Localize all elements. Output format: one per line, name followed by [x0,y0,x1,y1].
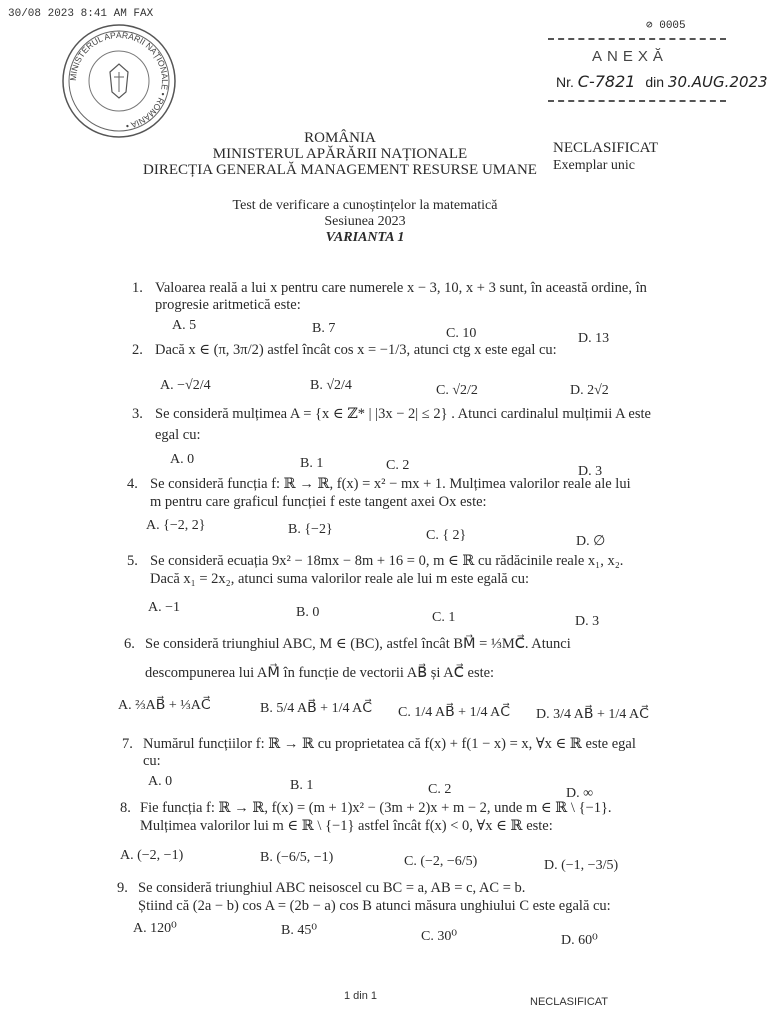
question-7-text: Numărul funcțiilor f: ℝ → ℝ cu proprietatea că f(x) + f(1 − x) = x, ∀x ∈ ℝ este egal [143,736,636,752]
q3-option-d: D. 3 [578,464,603,479]
annex-nr-label: Nr. [556,74,574,90]
q4-option-b: B. {−2} [288,522,333,537]
question-8-number: 8. [120,800,131,816]
question-3-text-cont: egal cu: [155,427,201,443]
question-1-text: Valoarea reală a lui x pentru care numerele x − 3, 10, x + 3 sunt, în această ordine, în [155,280,647,296]
classification-label: NECLASIFICAT [553,140,659,156]
q8-option-b: B. (−6/5, −1) [260,850,334,865]
institution-header [140,130,540,178]
question-3-number: 3. [132,406,143,422]
annex-date: 30.AUG.2023 [667,73,768,91]
header-ministry: MINISTERUL APĂRĂRII NAȚIONALE [212,146,468,162]
q9-option-b: B. 45⁰ [281,923,317,938]
q1-option-a: A. 5 [172,318,197,333]
question-9-number: 9. [117,880,128,896]
q8-option-d: D. (−1, −3/5) [544,858,619,873]
stamp-seal-icon [60,22,178,140]
q4-option-a: A. {−2, 2} [146,518,206,533]
question-6-text: Se consideră triunghiul ABC, M ∈ (BC), astfel încât BM⃗ = ⅓MC⃗. Atunci [145,636,571,652]
q2-option-d: D. 2√2 [570,383,609,398]
question-9-text-cont: Știind că (2a − b) cos A = (2b − a) cos B atunci măsura unghiului C este egală cu: [138,898,611,914]
question-2-text: Dacă x ∈ (π, 3π/2) astfel încât cos x = −1/3, atunci ctg x este egal cu: [155,342,557,358]
question-1-text-cont: progresie aritmetică este: [155,297,301,313]
question-3-text: Se consideră mulțimea A = {x ∈ ℤ* | |3x − 2| ≤ 2} . Atunci cardinalul mulțimii A este [155,406,651,422]
question-7-text-cont: cu: [143,753,161,769]
q9-option-a: A. 120⁰ [133,921,177,936]
q7-option-d: D. ∞ [566,786,594,801]
q7-option-a: A. 0 [148,774,173,789]
q7-option-c: C. 2 [428,782,452,797]
annex-din-label: din [645,74,665,90]
q6-option-a: A. ⅔AB⃗ + ⅓AC⃗ [118,698,211,713]
q2-option-a: A. −√2/4 [160,378,211,393]
question-4-number: 4. [127,476,138,492]
question-5-text-cont: Dacă x₁ = 2x₂, atunci suma valorilor reale ale lui m este egală cu: [150,571,530,587]
copy-label: Exemplar unic [553,158,636,173]
q1-option-c: C. 10 [446,326,477,341]
test-variant: VARIANTA 1 [325,230,405,245]
q7-option-b: B. 1 [290,778,314,793]
question-4-text: Se consideră funcția f: ℝ → ℝ, f(x) = x² − mx + 1. Mulțimea valorilor reale ale lui [150,476,631,492]
question-5-text: Se consideră ecuația 9x² − 18mx − 8m + 16 = 0, m ∈ ℝ cu rădăcinile reale x₁, x₂. [150,553,624,569]
q9-option-d: D. 60⁰ [561,933,598,948]
annex-number-line [556,72,768,91]
fax-header: 30/08 2023 8:41 AM FAX [8,8,154,20]
question-2-number: 2. [132,342,143,358]
q8-option-a: A. (−2, −1) [120,848,184,863]
round-stamp [60,22,178,145]
question-8-text: Fie funcția f: ℝ → ℝ, f(x) = (m + 1)x² − (3m + 2)x + m − 2, unde m ∈ ℝ \ {−1}. [140,800,612,816]
q4-option-c: C. { 2} [426,528,467,543]
q2-option-b: B. √2/4 [310,378,352,393]
q1-option-d: D. 13 [578,331,610,346]
test-title-block [200,198,530,246]
q2-option-c: C. √2/2 [436,383,478,398]
annex-title: ANEXĂ [592,48,668,65]
question-6-number: 6. [124,636,135,652]
svg-text:MINISTERUL APĂRĂRII NAȚIONALE: MINISTERUL APĂRĂRII NAȚIONALE • ROMÂNIA • [67,29,171,132]
q8-option-c: C. (−2, −6/5) [404,854,478,869]
header-directorate: DIRECȚIA GENERALĂ MANAGEMENT RESURSE UMANE [143,162,537,178]
footer-classification: NECLASIFICAT [530,996,609,1008]
q5-option-d: D. 3 [575,614,600,629]
classification-block [553,140,658,174]
q5-option-a: A. −1 [148,600,181,615]
q5-option-b: B. 0 [296,605,320,620]
test-session: Sesiunea 2023 [324,214,406,229]
question-8-text-cont: Mulțimea valorilor lui m ∈ ℝ \ {−1} astfel încât f(x) < 0, ∀x ∈ ℝ este: [140,818,553,834]
q1-option-b: B. 7 [312,321,336,336]
annex-nr-value: C-7821 [577,72,636,91]
q6-option-d: D. 3/4 AB⃗ + 1/4 AC⃗ [536,707,649,722]
q9-option-c: C. 30⁰ [421,929,457,944]
question-5-number: 5. [127,553,138,569]
question-6-text-cont: descompunerea lui AM⃗ în funcție de vectorii AB⃗ și AC⃗ este: [145,665,495,681]
question-4-text-cont: m pentru care graficul funcției f este tangent axei Ox este: [150,494,487,510]
q5-option-c: C. 1 [432,610,456,625]
q6-option-c: C. 1/4 AB⃗ + 1/4 AC⃗ [398,705,511,720]
test-title: Test de verificare a cunoștințelor la matematică [232,198,498,213]
question-1-number: 1. [132,280,143,296]
q3-option-a: A. 0 [170,452,195,467]
q3-option-b: B. 1 [300,456,324,471]
q6-option-b: B. 5/4 AB⃗ + 1/4 AC⃗ [260,701,373,716]
page-number: 1 din 1 [344,990,378,1002]
q3-option-c: C. 2 [386,458,410,473]
header-country: ROMÂNIA [304,130,376,146]
q4-option-d: D. ∅ [576,534,606,549]
question-7-number: 7. [122,736,133,752]
page-code: ⊘ 0005 [646,20,686,32]
question-9-text: Se consideră triunghiul ABC neisoscel cu BC = a, AB = c, AC = b. [138,880,526,896]
